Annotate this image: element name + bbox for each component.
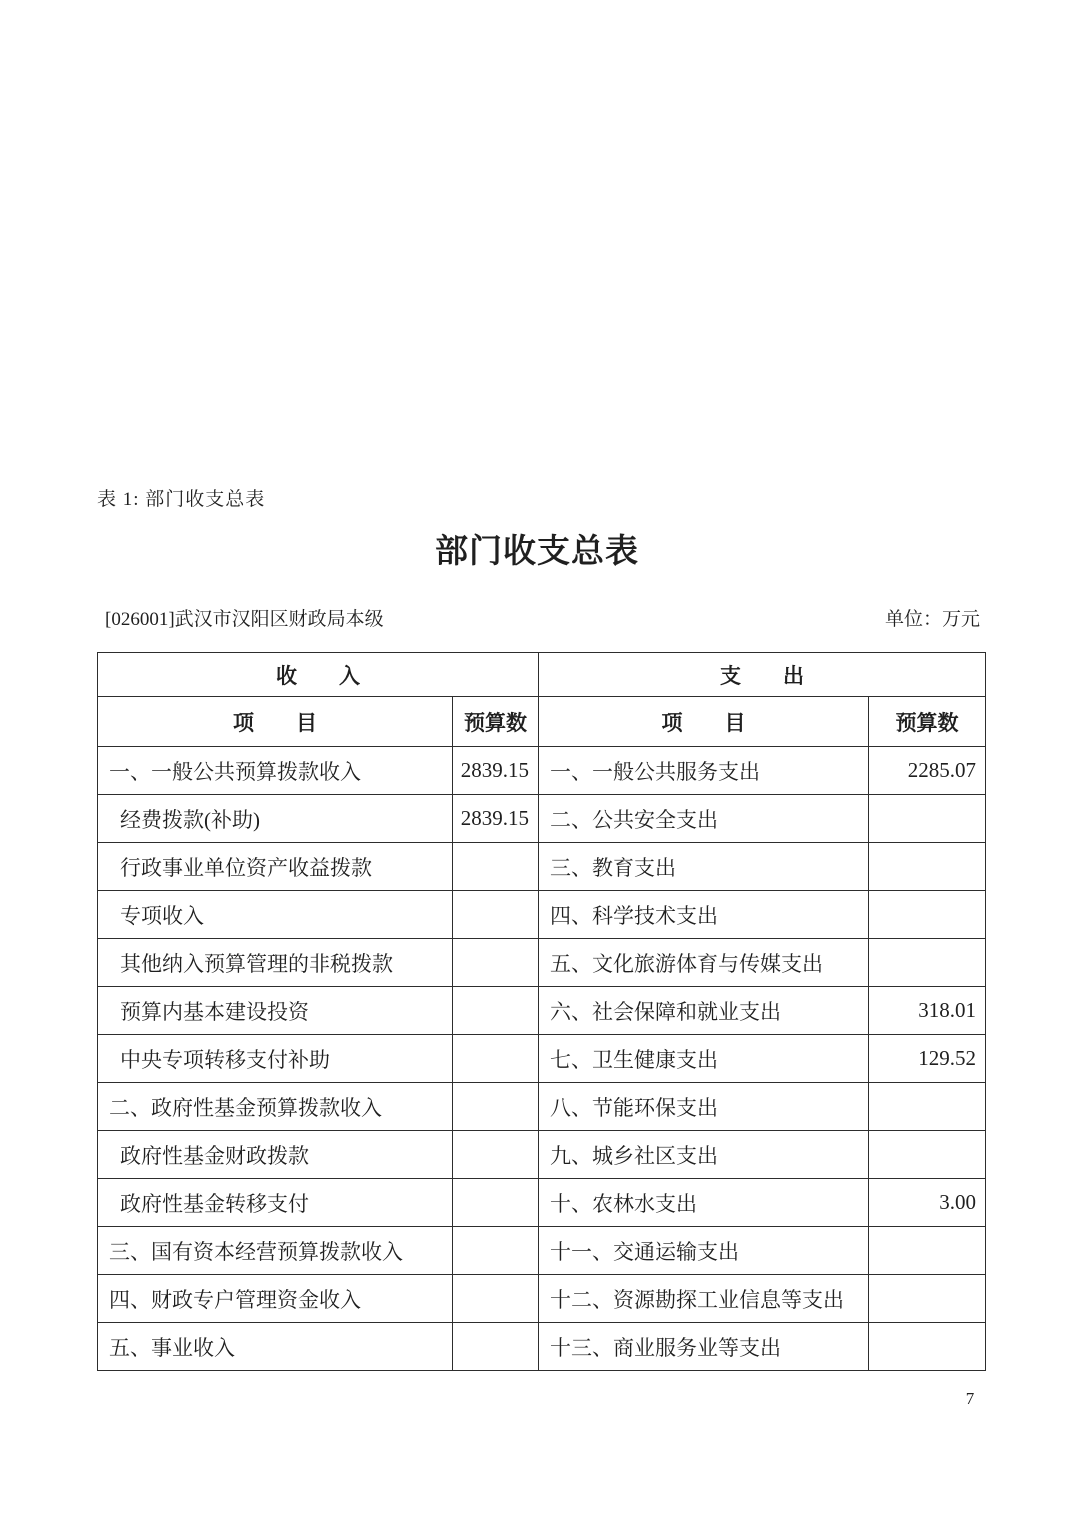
income-item-cell: 经费拨款(补助): [98, 795, 453, 843]
income-budget-cell: [453, 1083, 539, 1131]
page-number: 7: [965, 1389, 975, 1408]
expense-budget-cell: [869, 1083, 986, 1131]
income-budget-cell: [453, 1323, 539, 1371]
table-row: [98, 1035, 986, 1083]
income-item-cell: 一、一般公共预算拨款收入: [98, 747, 453, 795]
expense-budget-cell: [869, 1275, 986, 1323]
income-budget-cell: [453, 1227, 539, 1275]
income-budget-cell: [453, 1179, 539, 1227]
expense-item-cell: 三、教育支出: [539, 843, 869, 891]
income-item-cell: 专项收入: [98, 891, 453, 939]
table-row: [98, 795, 986, 843]
expense-item-cell: 十、农林水支出: [539, 1179, 869, 1227]
expense-budget-col-header: 预算数: [869, 697, 986, 747]
income-budget-cell: [453, 1035, 539, 1083]
table-row: [98, 1179, 986, 1227]
income-budget-cell: 2839.15: [453, 747, 539, 795]
income-budget-cell: [453, 891, 539, 939]
expense-budget-cell: 318.01: [869, 987, 986, 1035]
income-item-cell: 其他纳入预算管理的非税拨款: [98, 939, 453, 987]
income-budget-cell: [453, 843, 539, 891]
table-row: [98, 843, 986, 891]
income-section-header: 收 入: [98, 653, 539, 697]
table-caption: 表 1: 部门收支总表: [97, 489, 266, 510]
page-title: 部门收支总表: [435, 534, 639, 570]
table-row: [98, 939, 986, 987]
income-item-col-header: 项 目: [98, 697, 453, 747]
expense-item-cell: 十三、商业服务业等支出: [539, 1323, 869, 1371]
expense-budget-cell: [869, 891, 986, 939]
expense-item-cell: 一、一般公共服务支出: [539, 747, 869, 795]
income-item-cell: 行政事业单位资产收益拨款: [98, 843, 453, 891]
table-row: [98, 1227, 986, 1275]
table-row: [98, 747, 986, 795]
column-header-row: [98, 697, 986, 747]
unit-label: 单位：万元: [884, 609, 980, 630]
income-budget-cell: 2839.15: [453, 795, 539, 843]
income-item-cell: 中央专项转移支付补助: [98, 1035, 453, 1083]
income-item-cell: 预算内基本建设投资: [98, 987, 453, 1035]
income-item-cell: 四、财政专户管理资金收入: [98, 1275, 453, 1323]
income-item-cell: 三、国有资本经营预算拨款收入: [98, 1227, 453, 1275]
expense-item-cell: 十一、交通运输支出: [539, 1227, 869, 1275]
expense-item-cell: 四、科学技术支出: [539, 891, 869, 939]
expense-item-cell: 二、公共安全支出: [539, 795, 869, 843]
income-item-cell: 二、政府性基金预算拨款收入: [98, 1083, 453, 1131]
table-row: [98, 1323, 986, 1371]
table-row: [98, 1083, 986, 1131]
expense-item-cell: 七、卫生健康支出: [539, 1035, 869, 1083]
table-row: [98, 891, 986, 939]
expense-budget-cell: 2285.07: [869, 747, 986, 795]
income-budget-cell: [453, 939, 539, 987]
expense-budget-cell: [869, 1323, 986, 1371]
expense-item-cell: 八、节能环保支出: [539, 1083, 869, 1131]
table-meta-row: [105, 604, 980, 631]
table-row: [98, 987, 986, 1035]
expense-item-col-header: 项 目: [539, 697, 869, 747]
expense-item-cell: 六、社会保障和就业支出: [539, 987, 869, 1035]
table-row: [98, 1275, 986, 1323]
expense-budget-cell: [869, 795, 986, 843]
expense-budget-cell: [869, 939, 986, 987]
expense-budget-cell: [869, 1227, 986, 1275]
expense-budget-cell: [869, 843, 986, 891]
org-code-name: [026001]武汉市汉阳区财政局本级: [105, 609, 384, 630]
expense-section-header: 支 出: [539, 653, 986, 697]
income-item-cell: 五、事业收入: [98, 1323, 453, 1371]
table-row: [98, 1131, 986, 1179]
expense-item-cell: 九、城乡社区支出: [539, 1131, 869, 1179]
income-budget-cell: [453, 1275, 539, 1323]
income-budget-col-header: 预算数: [453, 697, 539, 747]
expense-budget-cell: [869, 1131, 986, 1179]
expense-item-cell: 五、文化旅游体育与传媒支出: [539, 939, 869, 987]
budget-summary-table: [97, 652, 986, 1371]
income-item-cell: 政府性基金转移支付: [98, 1179, 453, 1227]
section-header-row: [98, 653, 986, 697]
income-budget-cell: [453, 1131, 539, 1179]
income-item-cell: 政府性基金财政拨款: [98, 1131, 453, 1179]
expense-budget-cell: 3.00: [869, 1179, 986, 1227]
income-budget-cell: [453, 987, 539, 1035]
expense-budget-cell: 129.52: [869, 1035, 986, 1083]
expense-item-cell: 十二、资源勘探工业信息等支出: [539, 1275, 869, 1323]
